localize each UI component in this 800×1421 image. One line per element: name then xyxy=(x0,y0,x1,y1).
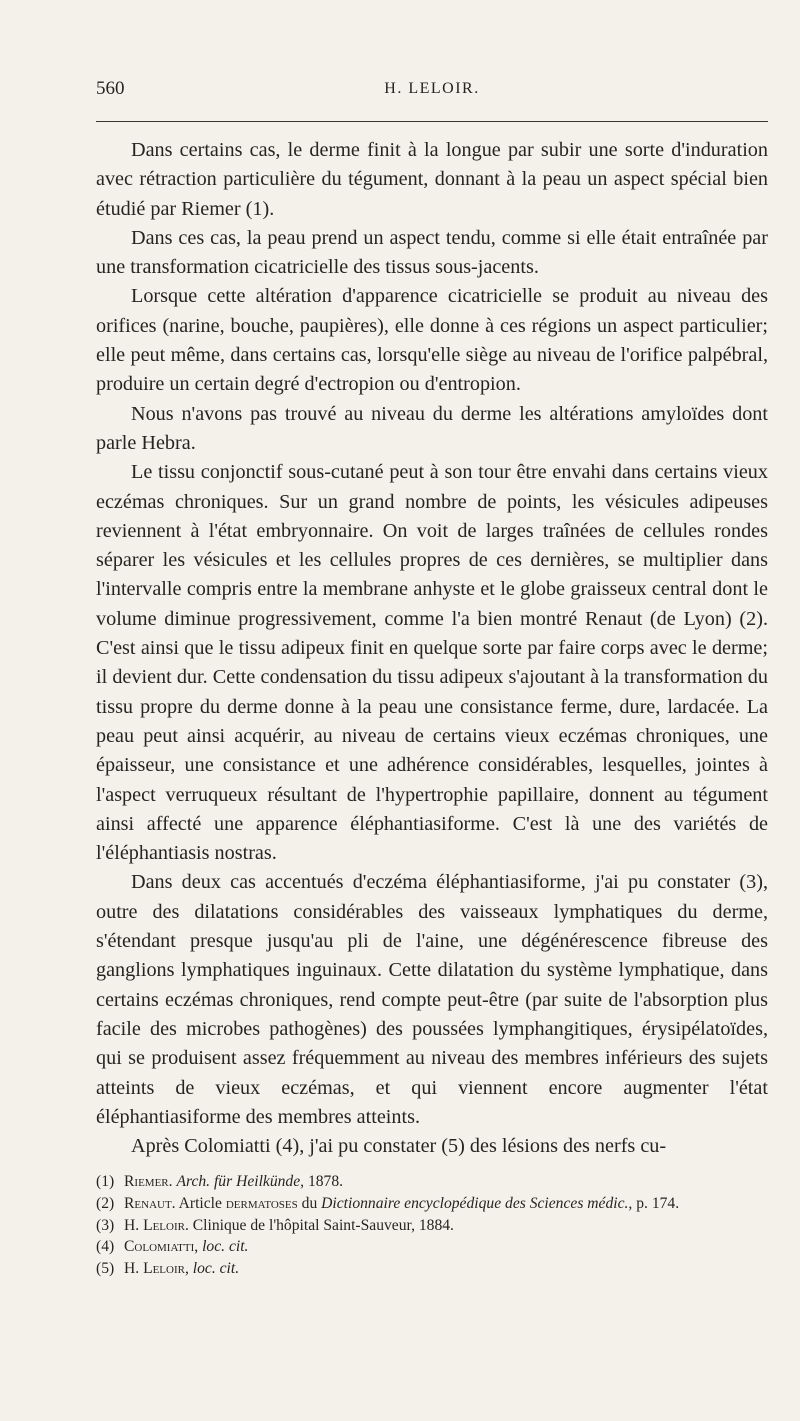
footnote-number: (1) xyxy=(96,1173,115,1191)
footnote-text: 1878. xyxy=(304,1173,344,1191)
paragraph: Nous n'avons pas trouvé au niveau du derme les altérations amyloïdes dont parle Hebra. xyxy=(96,402,768,454)
footnote-author: Riemer. xyxy=(124,1173,173,1191)
running-head: H. LELOIR. xyxy=(384,80,480,97)
paragraph: Lorsque cette altération d'apparence cicatricielle se produit au niveau des orifices (narine, bouche, paupières), elle donne à ces régions un aspect particulier; elle peut même, dans certains cas, lorsqu'elle siège au niveau de l'orifice palpébral, produire un certain degré d'ectropion ou d'entropion. xyxy=(96,285,768,396)
footnote-text: p. 174. xyxy=(632,1194,680,1212)
footnote-author: Leloir. xyxy=(143,1216,189,1234)
footnote xyxy=(96,1171,768,1193)
footnote-title: Dictionnaire encyclopédique des Sciences médic., xyxy=(321,1194,633,1212)
footnotes xyxy=(96,1171,768,1279)
footnote-author-prefix: H. xyxy=(124,1259,144,1277)
paragraph: Dans certains cas, le derme finit à la longue par subir une sorte d'induration avec rétraction particulière du tégument, donnant à la peau un aspect spécial bien étudié par Riemer (1). xyxy=(96,139,768,220)
page-number: 560 xyxy=(96,78,125,99)
footnote-title: loc. cit. xyxy=(202,1238,249,1256)
book-page xyxy=(96,78,768,1279)
footnote xyxy=(96,1193,768,1215)
footnote-title: Arch. für Heilkünde, xyxy=(176,1173,305,1191)
header-rule xyxy=(96,121,768,122)
footnote-number: (3) xyxy=(96,1216,115,1234)
footnote-text: Article xyxy=(175,1194,226,1212)
footnote-author: Colomiatti, xyxy=(124,1238,199,1256)
footnote-number: (2) xyxy=(96,1194,115,1212)
footnote-number: (4) xyxy=(96,1238,115,1256)
footnote-title: loc. cit. xyxy=(192,1259,240,1277)
footnote-text: Clinique de l'hôpital Saint-Sauveur, 1884. xyxy=(188,1216,454,1234)
footnote xyxy=(96,1258,768,1280)
footnote-keyword: dermatoses xyxy=(225,1194,298,1212)
page-header xyxy=(96,78,768,108)
paragraph: Dans deux cas accentués d'eczéma éléphantiasiforme, j'ai pu constater (3), outre des dilatations considérables des vaisseaux lymphatiques du derme, s'étendant presque jusqu'au pli de l'aine, une dégénérescence fibreuse des ganglions lymphatiques inguinaux. Cette dilatation du système lymphatique, dans certains eczémas chroniques, rend compte peut-être (par suite de l'absorption plus facile des microbes pathogènes) des poussées lymphangitiques, érysipélatoïdes, qui se produisent assez fréquemment au niveau des membres inférieurs des sujets atteints de vieux eczémas, et qui viennent encore augmenter l'état éléphantiasiforme des membres atteints. xyxy=(96,871,768,1128)
paragraph: Le tissu conjonctif sous-cutané peut à son tour être envahi dans certains vieux eczémas chroniques. Sur un grand nombre de points, les vésicules adipeuses reviennent à l'état embryonnaire. On voit de larges traînées de cellules rondes séparer les vésicules et les cellules propres de ces dernières, se multiplier dans l'intervalle compris entre la membrane anhyste et le globe graisseux central dont le volume diminue progressivement, comme l'a bien montré Renaut (de Lyon) (2). C'est ainsi que le tissu adipeux finit en quelque sorte par faire corps avec le derme; il devient dur. Cette condensation du tissu adipeux s'ajoutant à la transformation du tissu propre du derme donne à la peau une consistance ferme, dure, lardacée. La peau peut ainsi acquérir, au niveau de certains vieux eczémas chroniques, une épaisseur, une consistance et une adhérence considérables, lesquelles, jointes à l'aspect verruqueux résultant de l'hypertrophie papillaire, donnent au tégument ainsi affecté une apparence éléphantiasiforme. C'est là une des variétés de l'éléphantiasis nostras. xyxy=(96,461,768,865)
footnote-author: Leloir, xyxy=(143,1259,189,1277)
footnote xyxy=(96,1236,768,1258)
paragraph: Après Colomiatti (4), j'ai pu constater (5) des lésions des nerfs cu- xyxy=(131,1135,667,1158)
footnote-author-prefix: H. xyxy=(124,1216,144,1234)
footnote xyxy=(96,1215,768,1237)
footnote-author: Renaut. xyxy=(124,1194,176,1212)
paragraph: Dans ces cas, la peau prend un aspect tendu, comme si elle était entraînée par une transformation cicatricielle des tissus sous-jacents. xyxy=(96,226,768,279)
footnote-number: (5) xyxy=(96,1259,115,1277)
footnote-text: du xyxy=(297,1194,322,1212)
body-text xyxy=(96,136,768,1161)
